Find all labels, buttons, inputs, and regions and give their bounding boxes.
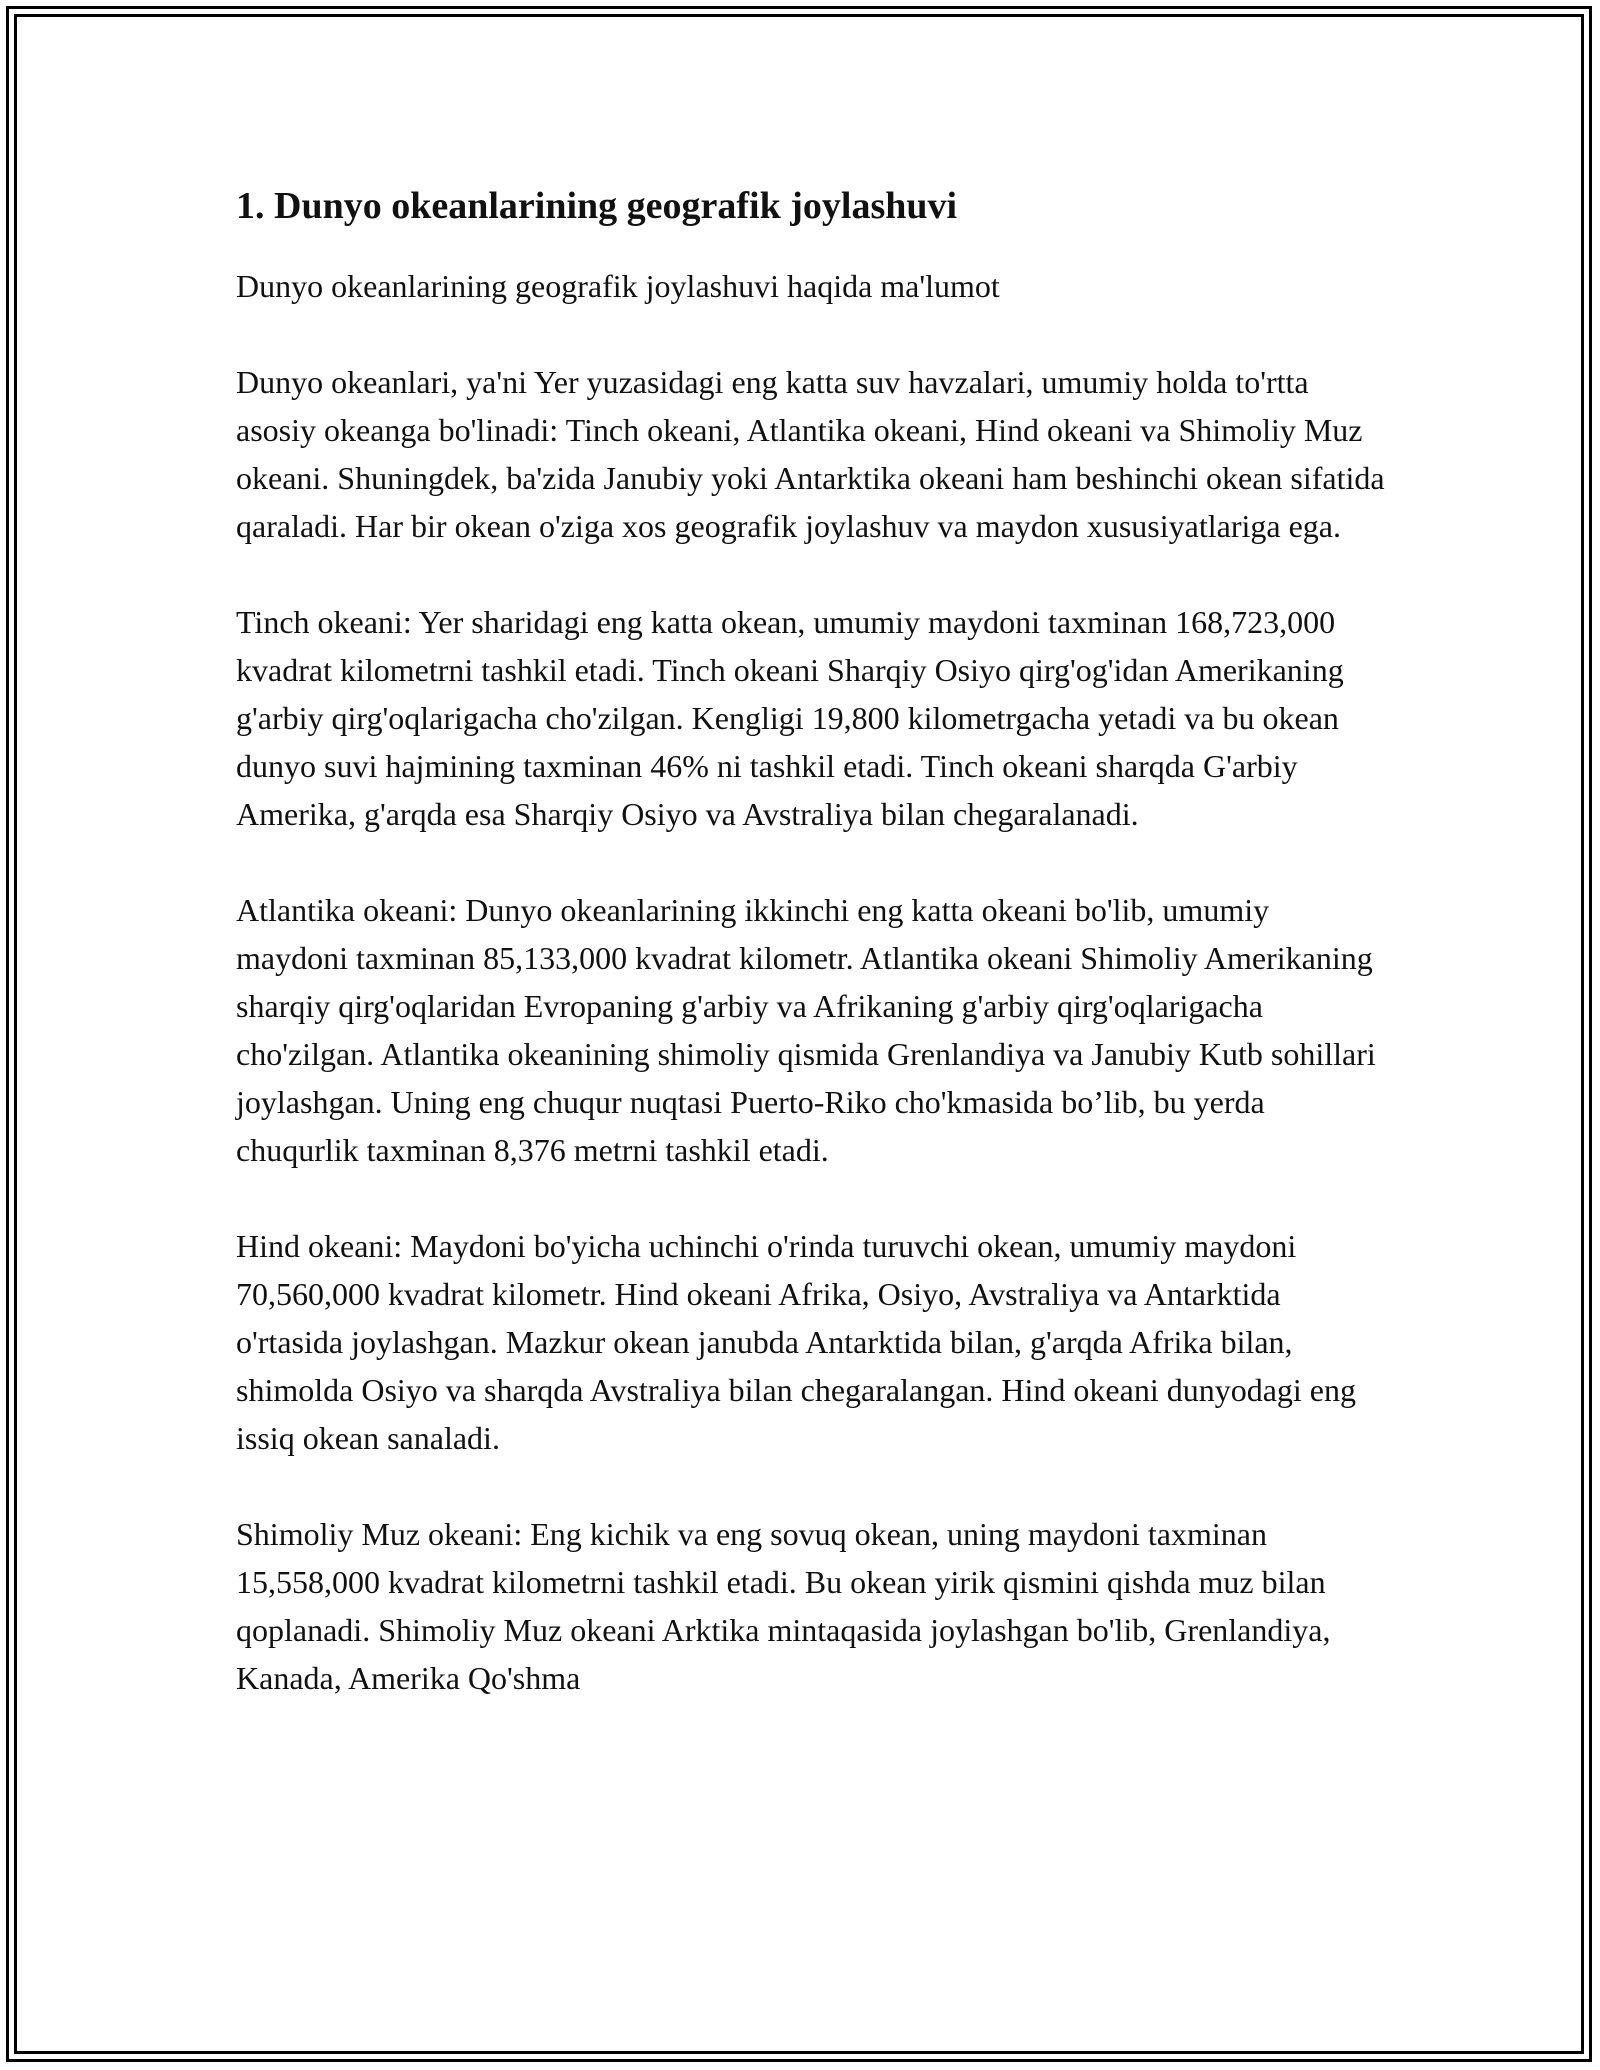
paragraph-atlantic: Atlantika okeani: Dunyo okeanlarining ikkinchi eng katta okeani bo'lib, umumiy maydoni taxminan 85,133,000 kvadrat kilometr. Atlantika okeani Shimoliy Amerikaning sharqiy qirg'oqlaridan Evropaning g'arbiy va Afrikaning g'arbiy qirg'oqlarigacha cho'zilgan. Atlantika okeanining shimoliy qismida Grenlandiya va Janubiy Kutb sohillari joylashgan. Uning eng chuqur nuqtasi Puerto-Riko cho'kmasida bo’lib, bu yerda chuqurlik taxminan 8,376 metrni tashkil etadi. [236,891,1376,1168]
paragraph-arctic: Shimoliy Muz okeani: Eng kichik va eng sovuq okean, uning maydoni taxminan 15,558,000 kvadrat kilometrni tashkil etadi. Bu okean yirik qismini qishda muz bilan qoplanadi. Shimoliy Muz okeani Arktika mintaqasida joylashgan bo'lib, Grenlandiya, Kanada, Amerika Qo'shma [236,1515,1331,1696]
paragraph-intro: Dunyo okeanlari, ya'ni Yer yuzasidagi eng katta suv havzalari, umumiy holda to'rtta asosiy okeanga bo'linadi: Tinch okeani, Atlantika okeani, Hind okeani va Shimoliy Muz okeani. Shuningdek, ba'zida Janubiy yoki Antarktika okeani ham beshinchi okean sifatida qaraladi. Har bir okean o'ziga xos geografik joylashuv va maydon xususiyatlariga ega. [236,363,1385,544]
paragraph-pacific: Tinch okeani: Yer sharidagi eng katta okean, umumiy maydoni taxminan 168,723,000 kvadrat kilometrni tashkil etadi. Tinch okeani Sharqiy Osiyo qirg'og'idan Amerikaning g'arbiy qirg'oqlarigacha cho'zilgan. Kengligi 19,800 kilometrgacha yetadi va bu okean dunyo suvi hajmining taxminan 46% ni tashkil etadi. Tinch okeani sharqda G'arbiy Amerika, g'arqda esa Sharqiy Osiyo va Avstraliya bilan chegaralanadi. [236,603,1344,832]
paragraph-indian: Hind okeani: Maydoni bo'yicha uchinchi o'rinda turuvchi okean, umumiy maydoni 70,560,000 kvadrat kilometr. Hind okeani Afrika, Osiyo, Avstraliya va Antarktida o'rtasida joylashgan. Mazkur okean janubda Antarktida bilan, g'arqda Afrika bilan, shimolda Osiyo va sharqda Avstraliya bilan chegaralangan. Hind okeani dunyodagi eng issiq okean sanaladi. [236,1227,1356,1456]
section-subtitle: Dunyo okeanlarining geografik joylashuvi haqida ma'lumot [236,267,1000,304]
document-body [236,184,1386,1750]
section-heading: 1. Dunyo okeanlarining geografik joylashuvi [236,185,958,227]
